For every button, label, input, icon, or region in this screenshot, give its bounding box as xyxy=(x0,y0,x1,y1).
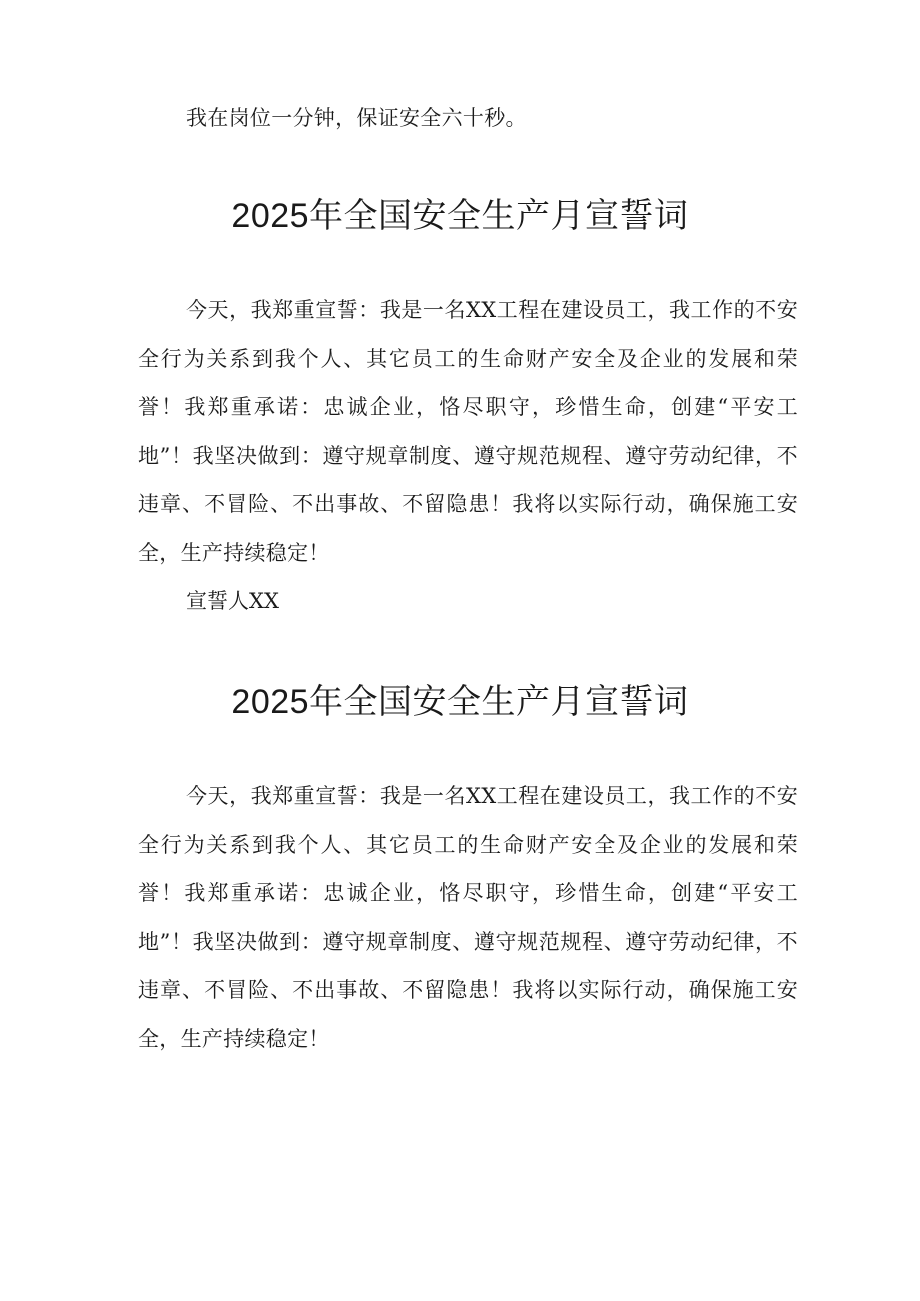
oath-paragraph-1: 今天，我郑重宣誓：我是一名XX工程在建设员工，我工作的不安全行为关系到我个人、其它员工的生命财产安全及企业的发展和荣誉！我郑重承诺：忠诚企业，恪尽职守，珍惜生命，创建“平安工地”！我坚决做到：遵守规章制度、遵守规范规程、遵守劳动纪律，不违章、不冒险、不出事故、不留隐患！我将以实际行动，确保施工安全，生产持续稳定！ xyxy=(138,298,798,565)
intro-paragraph: 我在岗位一分钟，保证安全六十秒。 xyxy=(186,106,527,130)
oath-paragraph-2: 今天，我郑重宣誓：我是一名XX工程在建设员工，我工作的不安全行为关系到我个人、其它员工的生命财产安全及企业的发展和荣誉！我郑重承诺：忠诚企业，恪尽职守，珍惜生命，创建“平安工地”！我坚决做到：遵守规章制度、遵守规范规程、遵守劳动纪律，不违章、不冒险、不出事故、不留隐患！我将以实际行动，确保施工安全，生产持续稳定！ xyxy=(138,784,798,1051)
signature-line: 宣誓人XX xyxy=(186,589,279,613)
section-title-1: 2025年全国安全生产月宣誓词 xyxy=(231,197,689,235)
section-title-2: 2025年全国安全生产月宣誓词 xyxy=(231,683,689,721)
